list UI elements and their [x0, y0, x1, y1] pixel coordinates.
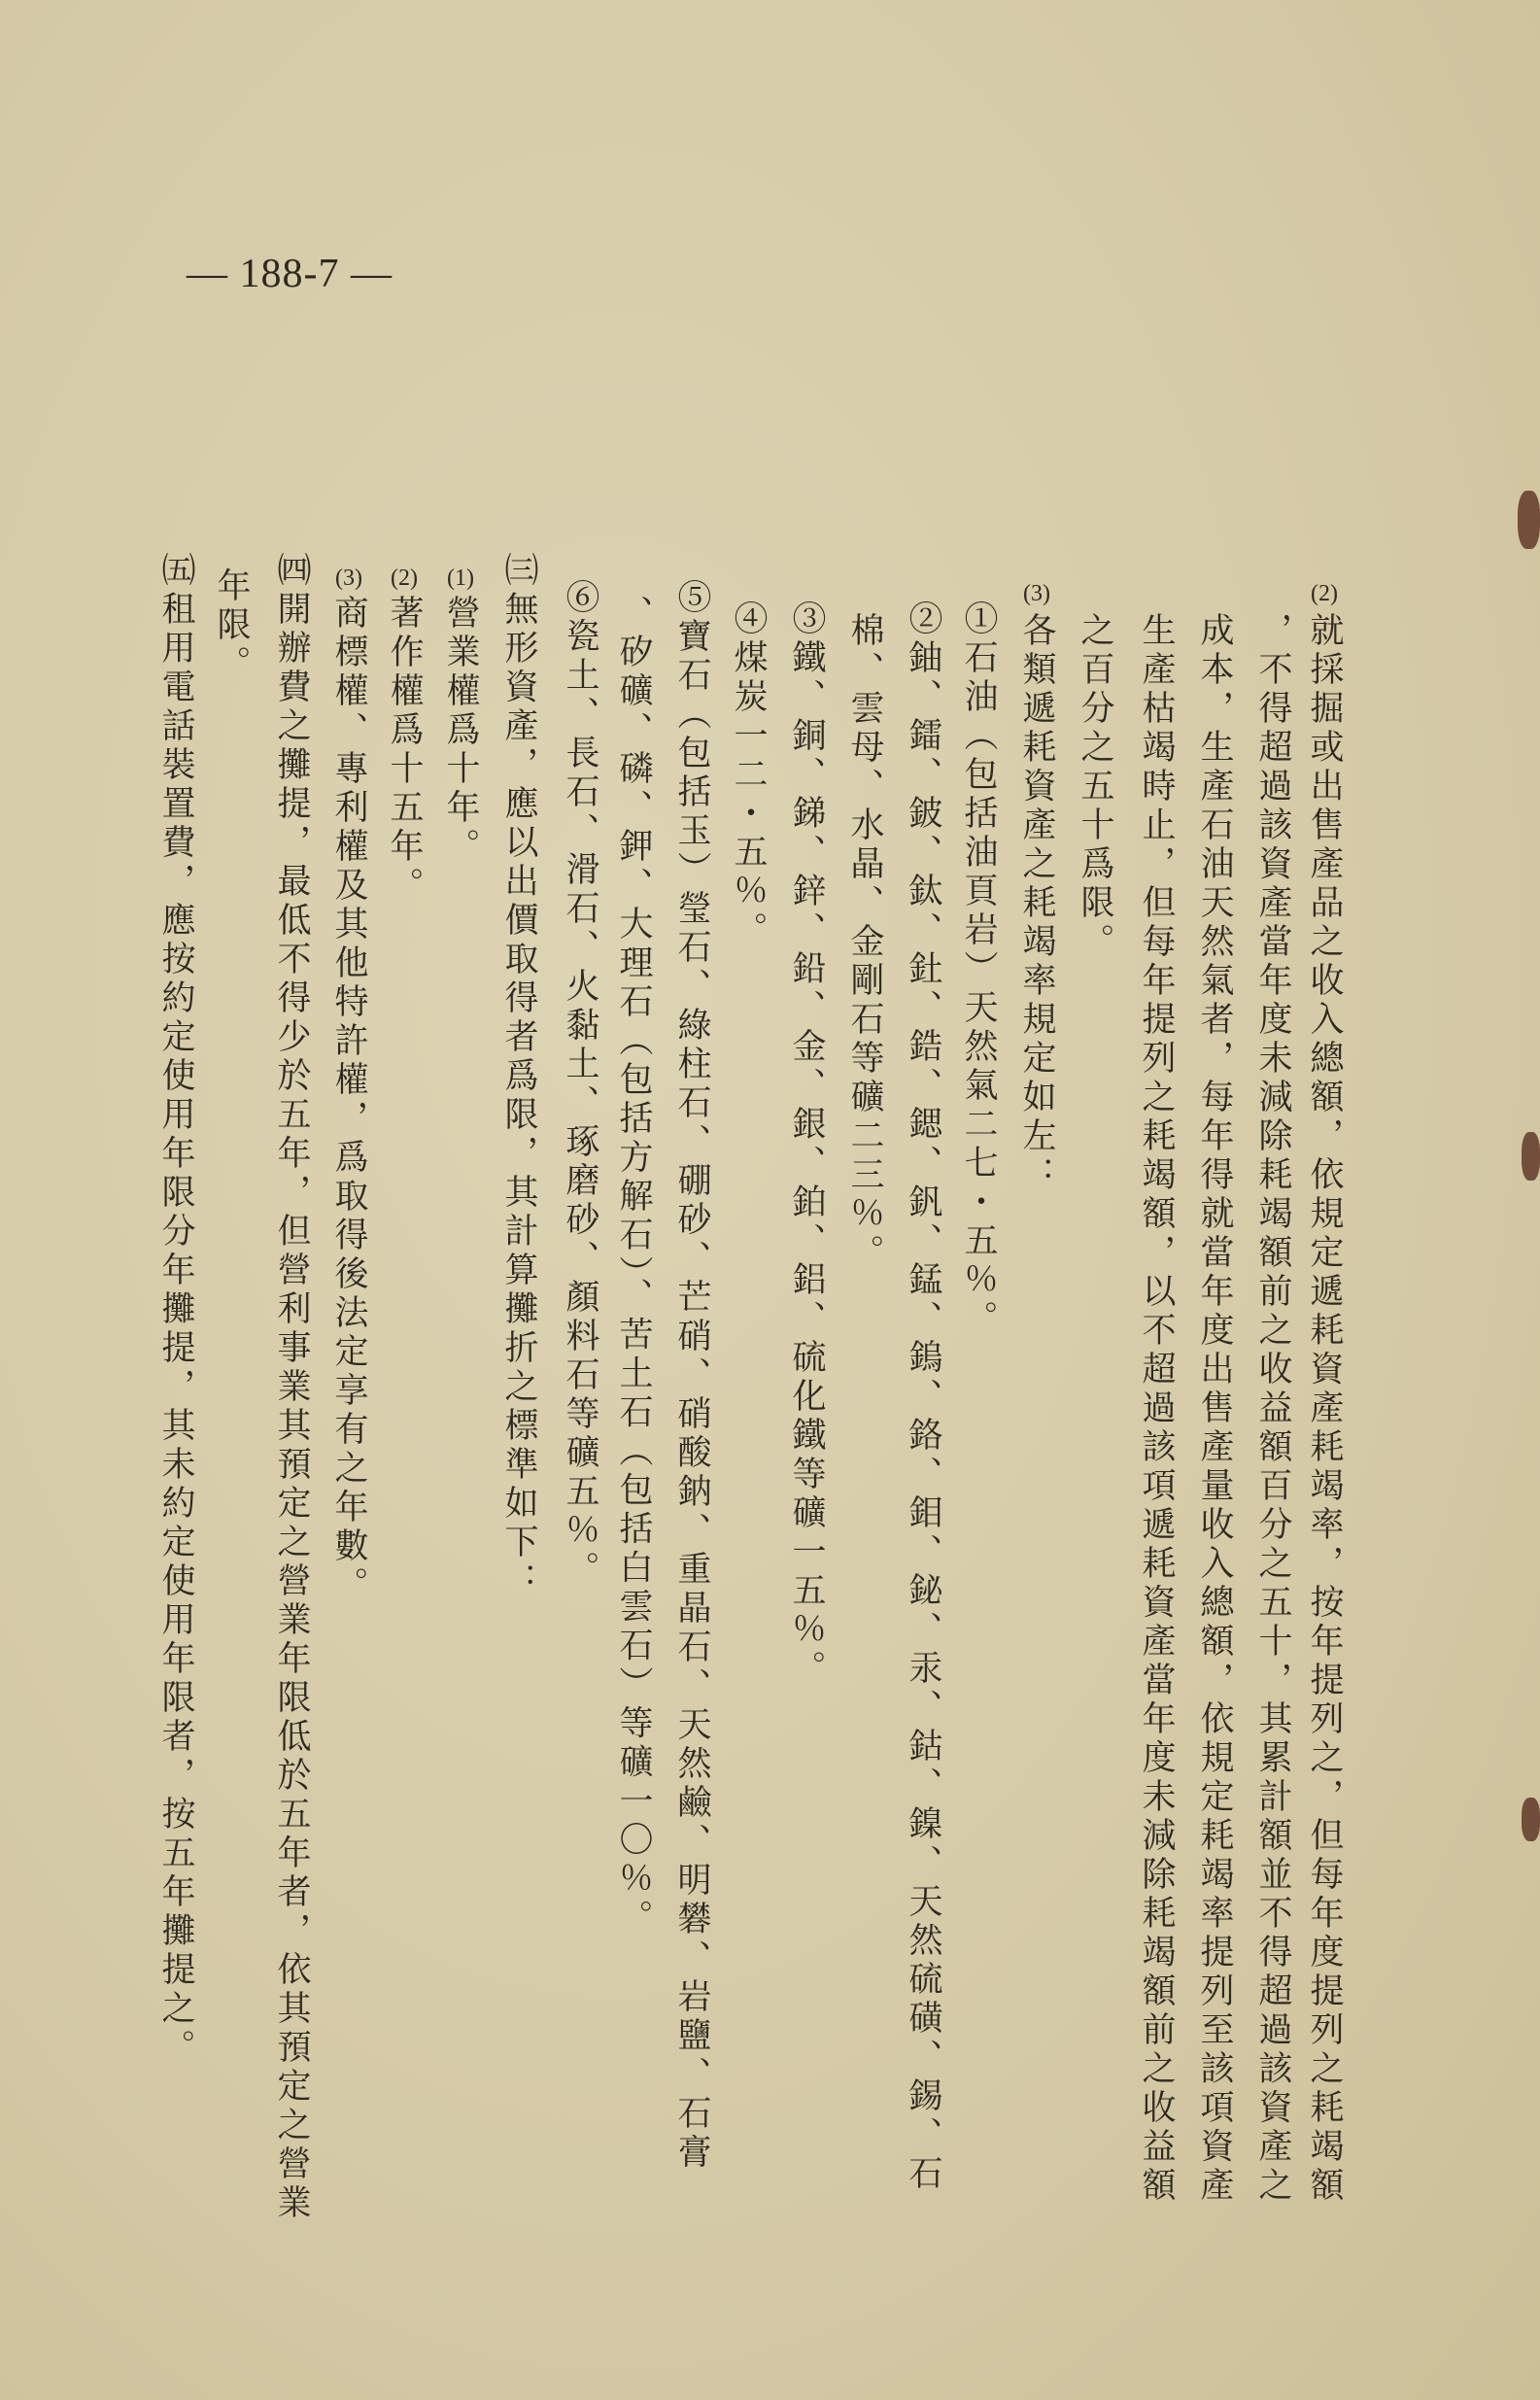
text-column: 營業權爲十年。: [441, 595, 480, 867]
text-column: ㈢無形資產，應以出價取得者爲限，其計算攤折之標準如下：: [499, 552, 538, 1601]
item-marker: (3): [1023, 581, 1050, 606]
text-column: 、矽礦、磷、鉀、大理石（包括方解石）、苦土石（包括白雲石）等礦一〇％。: [614, 595, 653, 1938]
item-marker: (1): [447, 566, 474, 591]
text-column: 年限。: [212, 567, 251, 684]
text-column: ②鈾、鐳、鈹、鈦、釷、鋯、鍶、釩、錳、鎢、鉻、鉬、鉍、汞、鈷、鎳、天然硫磺、錫、石: [904, 600, 942, 2194]
text-column: 生產枯竭時止，但每年提列之耗竭額，以不超過該項遞耗資產當年度未減除耗竭額前之收益額: [1137, 612, 1176, 2206]
binding-stain: [1522, 1132, 1540, 1181]
page-number: — 188-7 —: [187, 252, 393, 296]
text-column: ④煤炭一二・五％。: [729, 600, 768, 950]
text-column: ㈤租用電話裝置費，應按約定使用年限分年攤提，其未約定使用年限者，按五年攤提之。: [156, 552, 195, 2068]
text-column: ③鐵、銅、銻、鋅、鉛、金、銀、鉑、鋁、硫化鐵等礦一五％。: [787, 600, 826, 1689]
text-column: ㈣開辦費之攤提，最低不得少於五年，但營利事業其預定之營業年限低於五年者，依其預定之營業: [272, 552, 311, 2223]
text-column: ，不得超過該資產當年度未減除耗竭額前之收益額百分之五十，其累計額並不得超過該資產之: [1253, 612, 1292, 2206]
binding-stain: [1518, 491, 1540, 549]
item-marker: (3): [335, 566, 362, 591]
text-column: ⑥瓷土、長石、滑石、火黏土、琢磨砂、顏料石等礦五％。: [561, 579, 599, 1590]
item-marker: (2): [391, 566, 418, 591]
binding-stain: [1522, 1798, 1540, 1841]
text-column: 各類遞耗資產之耗竭率規定如左：: [1017, 612, 1056, 1195]
text-column: ①石油（包括油頁岩）天然氣二七・五％。: [959, 600, 998, 1339]
text-column: 棉、雲母、水晶、金剛石等礦二三％。: [845, 612, 884, 1273]
item-marker: (2): [1311, 581, 1338, 606]
text-column: ⑤寶石（包括玉）瑩石、綠柱石、硼砂、芒硝、硝酸鈉、重晶石、天然鹼、明礬、岩鹽、石膏: [672, 579, 711, 2173]
text-column: 著作權爲十五年。: [385, 595, 424, 906]
text-column: 就採掘或出售產品之收入總額，依規定遞耗資產耗竭率，按年提列之，但每年度提列之耗竭額: [1305, 612, 1344, 2206]
text-column: 成本，生產石油天然氣者，每年得就當年度出售產量收入總額，依規定耗竭率提列至該項資產: [1195, 612, 1234, 2206]
text-column: 之百分之五十爲限。: [1076, 612, 1114, 962]
text-column: 商標權、專利權及其他特許權，爲取得後法定享有之年數。: [329, 595, 368, 1605]
